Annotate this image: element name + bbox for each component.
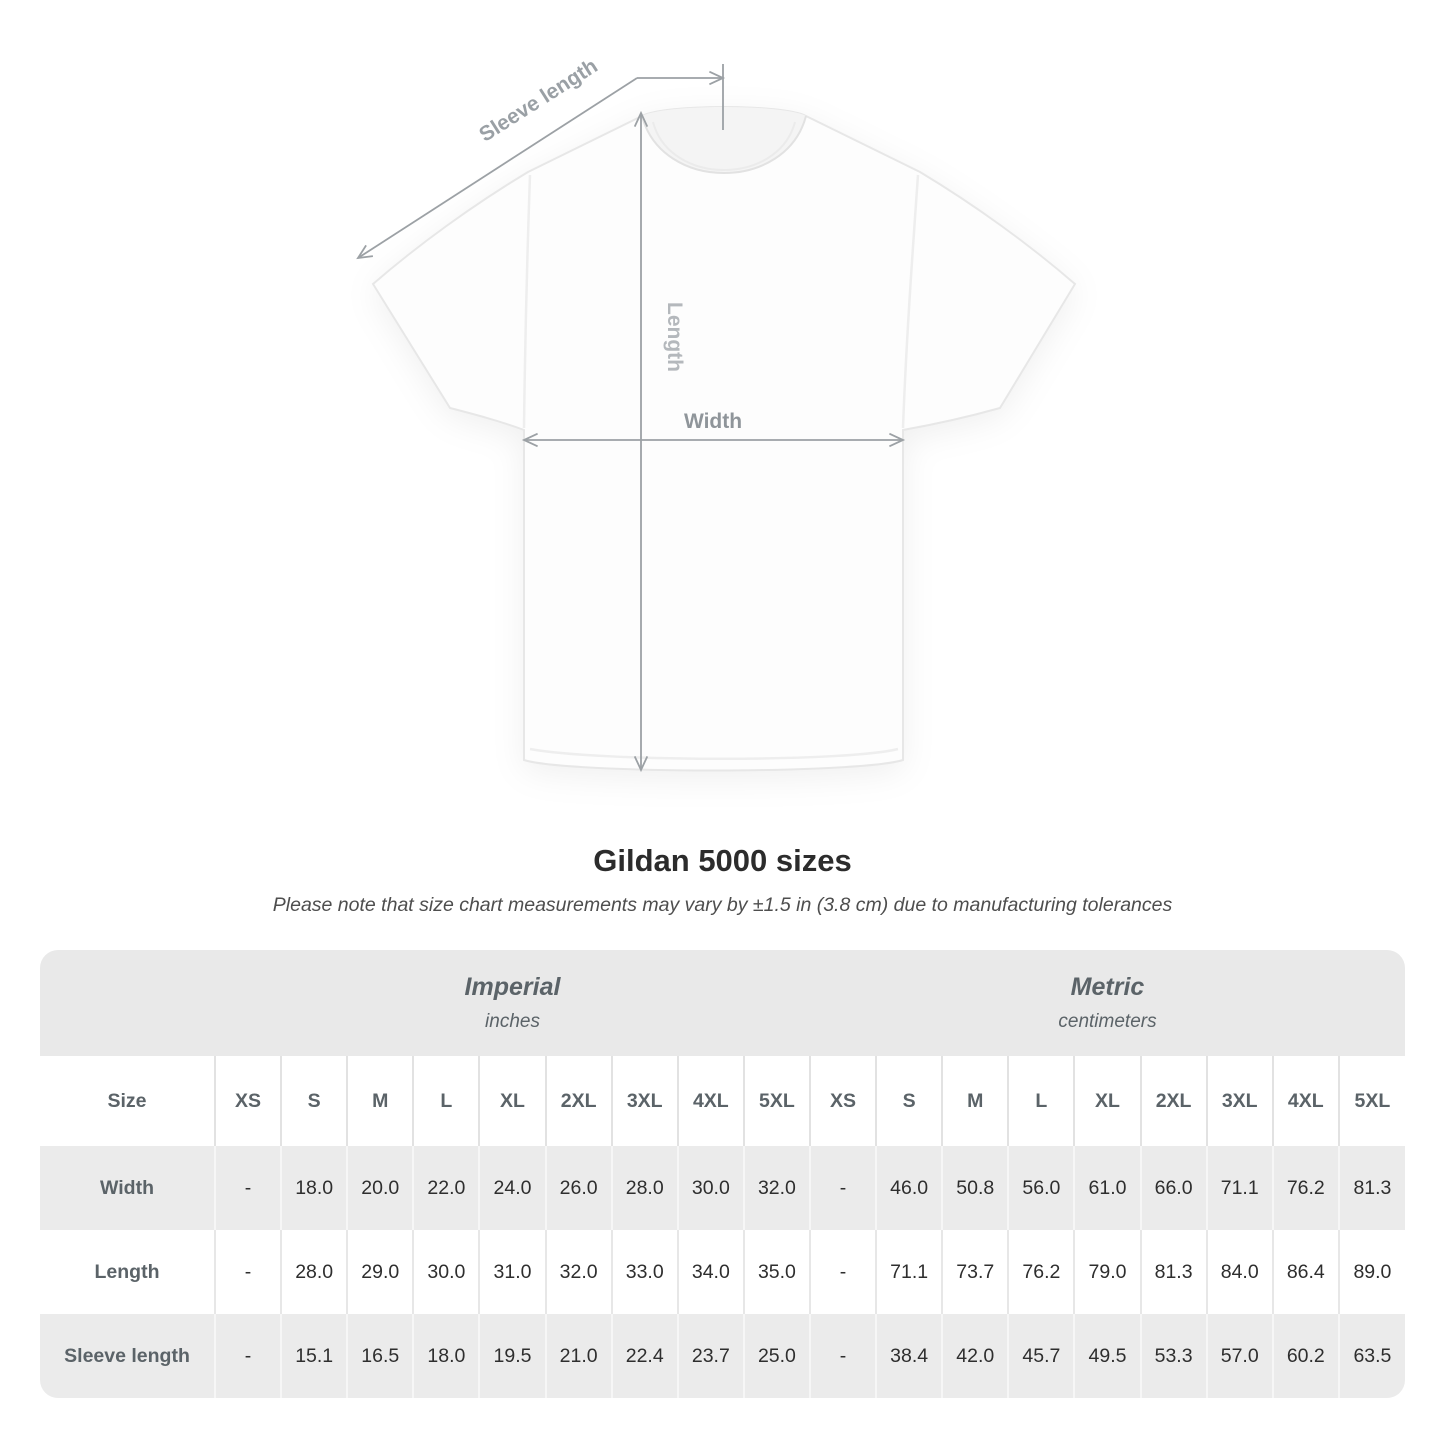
table-cell: 76.2: [1008, 1230, 1074, 1314]
table-cell: 79.0: [1074, 1230, 1140, 1314]
table-cell: 31.0: [479, 1230, 545, 1314]
imperial-label: Imperial: [464, 973, 561, 1001]
col-header-metric-l: L: [1008, 1056, 1074, 1146]
table-cell: 42.0: [942, 1314, 1008, 1398]
row-label-width: Width: [100, 1176, 154, 1199]
table-cell: 16.5: [347, 1314, 413, 1398]
table-cell: 84.0: [1207, 1230, 1273, 1314]
col-header-metric-2xl: 2XL: [1141, 1056, 1207, 1146]
table-cell: 56.0: [1008, 1146, 1074, 1230]
table-cell: 30.0: [678, 1146, 744, 1230]
group-header-metric: [810, 950, 1405, 1056]
col-header-metric-5xl: 5XL: [1339, 1056, 1405, 1146]
unit-group-row: [40, 950, 1405, 1056]
table-cell: 29.0: [347, 1230, 413, 1314]
table-cell: 76.2: [1273, 1146, 1339, 1230]
table-cell: -: [810, 1146, 876, 1230]
table-cell: 18.0: [413, 1314, 479, 1398]
col-header-imperial-3xl: 3XL: [612, 1056, 678, 1146]
col-header-imperial-m: M: [347, 1056, 413, 1146]
table-cell: 32.0: [744, 1146, 810, 1230]
table-cell: 35.0: [744, 1230, 810, 1314]
table-cell: 53.3: [1141, 1314, 1207, 1398]
table-cell: 28.0: [281, 1230, 347, 1314]
table-cell: 81.3: [1141, 1230, 1207, 1314]
table-cell: 71.1: [876, 1230, 942, 1314]
col-header-metric-xl: XL: [1074, 1056, 1140, 1146]
table-cell: 28.0: [612, 1146, 678, 1230]
table-cell: 26.0: [546, 1146, 612, 1230]
size-header-row: [40, 1056, 1405, 1146]
table-cell: 23.7: [678, 1314, 744, 1398]
col-header-metric-m: M: [942, 1056, 1008, 1146]
table-cell: 19.5: [479, 1314, 545, 1398]
table-cell: 66.0: [1141, 1146, 1207, 1230]
size-header: Size: [107, 1089, 147, 1112]
col-header-imperial-xs: XS: [215, 1056, 281, 1146]
row-label-sleeve-length: Sleeve length: [64, 1344, 190, 1367]
table-cell: 45.7: [1008, 1314, 1074, 1398]
table-cell: 71.1: [1207, 1146, 1273, 1230]
table-cell: 57.0: [1207, 1314, 1273, 1398]
table-cell: -: [215, 1230, 281, 1314]
table-cell: 21.0: [546, 1314, 612, 1398]
table-row-length: [40, 1230, 1405, 1314]
table-row-sleeve-length: [40, 1314, 1405, 1398]
imperial-unit: inches: [485, 1011, 540, 1032]
table-cell: 22.4: [612, 1314, 678, 1398]
table-cell: 32.0: [546, 1230, 612, 1314]
col-header-metric-xs: XS: [810, 1056, 876, 1146]
sleeve-length-label: Sleeve length: [475, 54, 602, 147]
page-title: Gildan 5000 sizes: [593, 843, 852, 878]
col-header-imperial-s: S: [281, 1056, 347, 1146]
table-cell: 33.0: [612, 1230, 678, 1314]
table-cell: 20.0: [347, 1146, 413, 1230]
table-cell: 50.8: [942, 1146, 1008, 1230]
col-header-metric-3xl: 3XL: [1207, 1056, 1273, 1146]
table-cell: 61.0: [1074, 1146, 1140, 1230]
page-subtitle: Please note that size chart measurements may vary by ±1.5 in (3.8 cm) due to manufacturing tolerances: [272, 894, 1173, 916]
width-label: Width: [683, 410, 743, 433]
col-header-imperial-xl: XL: [479, 1056, 545, 1146]
table-cell: 30.0: [413, 1230, 479, 1314]
table-cell: 15.1: [281, 1314, 347, 1398]
row-label-length: Length: [94, 1260, 160, 1283]
table-cell: 49.5: [1074, 1314, 1140, 1398]
table-cell: 34.0: [678, 1230, 744, 1314]
col-header-imperial-2xl: 2XL: [546, 1056, 612, 1146]
metric-unit: centimeters: [1058, 1011, 1157, 1032]
col-header-imperial-4xl: 4XL: [678, 1056, 744, 1146]
table-cell: -: [810, 1314, 876, 1398]
table-cell: 81.3: [1339, 1146, 1405, 1230]
table-cell: 18.0: [281, 1146, 347, 1230]
table-cell: 46.0: [876, 1146, 942, 1230]
metric-label: Metric: [1070, 973, 1145, 1001]
col-header-metric-s: S: [876, 1056, 942, 1146]
table-cell: 22.0: [413, 1146, 479, 1230]
table-cell: 25.0: [744, 1314, 810, 1398]
table-cell: 63.5: [1339, 1314, 1405, 1398]
group-header-spacer: [40, 950, 215, 1056]
table-cell: 73.7: [942, 1230, 1008, 1314]
table-cell: -: [215, 1146, 281, 1230]
table-cell: 24.0: [479, 1146, 545, 1230]
length-label: Length: [663, 302, 686, 372]
table-cell: -: [810, 1230, 876, 1314]
table-cell: 89.0: [1339, 1230, 1405, 1314]
size-table-grid: [40, 950, 1405, 1398]
tshirt-graphic: [373, 107, 1075, 771]
table-cell: 86.4: [1273, 1230, 1339, 1314]
table-row-width: [40, 1146, 1405, 1230]
col-header-imperial-l: L: [413, 1056, 479, 1146]
col-header-metric-4xl: 4XL: [1273, 1056, 1339, 1146]
col-header-imperial-5xl: 5XL: [744, 1056, 810, 1146]
size-table: [40, 950, 1405, 1398]
group-header-imperial: [215, 950, 810, 1056]
table-cell: 38.4: [876, 1314, 942, 1398]
table-cell: -: [215, 1314, 281, 1398]
table-cell: 60.2: [1273, 1314, 1339, 1398]
